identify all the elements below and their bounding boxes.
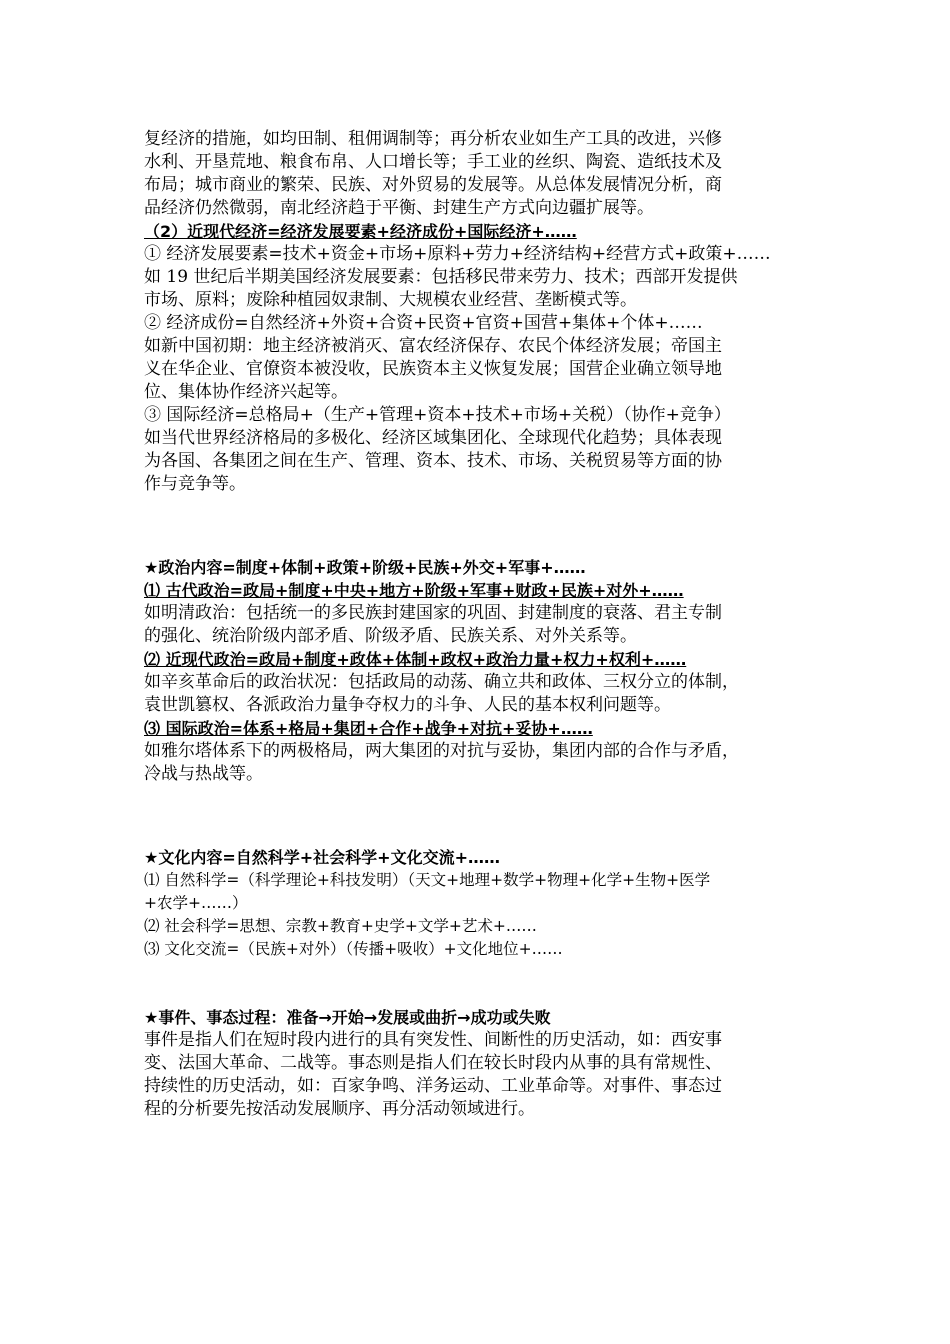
modern-politics-subheading: ⑵ 近现代政治=政局+制度+政体+体制+政权+政治力量+权力+权利+……	[144, 650, 687, 669]
international-politics-subheading: ⑶ 国际政治=体系+格局+集团+合作+战争+对抗+妥协+……	[144, 719, 593, 738]
paragraph-line: 为各国、各集团之间在生产、管理、资本、技术、市场、关税贸易等方面的协	[144, 451, 722, 471]
paragraph-line: 如雅尔塔体系下的两极格局，两大集团的对抗与妥协，集团内部的合作与矛盾，	[144, 741, 739, 761]
spacer	[144, 786, 809, 846]
events-heading: ★事件、事态过程：准备→开始→发展或曲折→成功或失败	[144, 1008, 551, 1027]
politics-section	[144, 556, 809, 786]
modern-economy-section	[144, 243, 809, 496]
paragraph-line: 的强化、统治阶级内部矛盾、阶级矛盾、民族关系、对外关系等。	[144, 626, 637, 646]
paragraph-line: 如 19 世纪后半期美国经济发展要素：包括移民带来劳力、技术；西部开发提供	[144, 267, 738, 287]
paragraph-line: 如明清政治：包括统一的多民族封建国家的巩固、封建制度的衰落、君主专制	[144, 603, 722, 623]
paragraph-line: 位、集体协作经济兴起等。	[144, 382, 348, 402]
ancient-politics-subheading: ⑴ 古代政治=政局+制度+中央+地方+阶级+军事+财政+民族+对外+……	[144, 581, 684, 600]
spacer	[144, 961, 809, 1006]
paragraph-line: 水利、开垦荒地、粮食布帛、人口增长等；手工业的丝织、陶瓷、造纸技术及	[144, 152, 722, 172]
international-economy-item: ③ 国际经济=总格局+（生产+管理+资本+技术+市场+关税）（协作+竞争）	[144, 405, 731, 425]
events-section	[144, 1006, 809, 1121]
economy-components-item: ② 经济成份=自然经济+外资+合资+民资+官资+国营+集体+个体+……	[144, 313, 703, 333]
paragraph-line: 布局；城市商业的繁荣、民族、对外贸易的发展等。从总体发展情况分析，商	[144, 175, 722, 195]
paragraph-line: +农学+……）	[144, 894, 248, 912]
modern-economy-heading: （2）近现代经济=经济发展要素+经济成份+国际经济+……	[144, 222, 577, 241]
cultural-exchange-item: ⑶ 文化交流=（民族+对外）（传播+吸收）+文化地位+……	[144, 940, 563, 958]
paragraph-line: 义在华企业、官僚资本被没收，民族资本主义恢复发展；国营企业确立领导地	[144, 359, 722, 379]
paragraph-line: 程的分析要先按活动发展顺序、再分活动领域进行。	[144, 1099, 535, 1119]
paragraph-line: 如辛亥革命后的政治状况：包括政局的动荡、确立共和政体、三权分立的体制，	[144, 672, 739, 692]
document-content	[144, 128, 809, 1121]
paragraph-line: 持续性的历史活动，如：百家争鸣、洋务运动、工业革命等。对事件、事态过	[144, 1076, 722, 1096]
economy-intro-paragraph	[144, 128, 809, 220]
paragraph-line: 袁世凯篡权、各派政治力量争夺权力的斗争、人民的基本权利问题等。	[144, 695, 671, 715]
paragraph-line: 市场、原料；废除种植园奴隶制、大规模农业经营、垄断模式等。	[144, 290, 637, 310]
natural-science-item: ⑴ 自然科学=（科学理论+科技发明）（天文+地理+数学+物理+化学+生物+医学	[144, 871, 711, 889]
paragraph-line: 品经济仍然微弱，南北经济趋于平衡、封建生产方式向边疆扩展等。	[144, 198, 654, 218]
paragraph-line: 复经济的措施，如均田制、租佣调制等；再分析农业如生产工具的改进，兴修	[144, 129, 722, 149]
culture-heading: ★文化内容=自然科学+社会科学+文化交流+……	[144, 848, 500, 867]
social-science-item: ⑵ 社会科学=思想、宗教+教育+史学+文学+艺术+……	[144, 917, 537, 935]
paragraph-line: 作与竞争等。	[144, 474, 246, 494]
culture-section	[144, 846, 809, 961]
paragraph-line: 如当代世界经济格局的多极化、经济区域集团化、全球现代化趋势；具体表现	[144, 428, 722, 448]
spacer	[144, 496, 809, 556]
economy-factors-item: ① 经济发展要素=技术+资金+市场+原料+劳力+经济结构+经营方式+政策+……	[144, 244, 771, 264]
politics-heading: ★政治内容=制度+体制+政策+阶级+民族+外交+军事+……	[144, 558, 586, 577]
paragraph-line: 变、法国大革命、二战等。事态则是指人们在较长时段内从事的具有常规性、	[144, 1053, 722, 1073]
paragraph-line: 事件是指人们在短时段内进行的具有突发性、间断性的历史活动，如：西安事	[144, 1030, 722, 1050]
paragraph-line: 如新中国初期：地主经济被消灭、富农经济保存、农民个体经济发展；帝国主	[144, 336, 722, 356]
paragraph-line: 冷战与热战等。	[144, 764, 263, 784]
